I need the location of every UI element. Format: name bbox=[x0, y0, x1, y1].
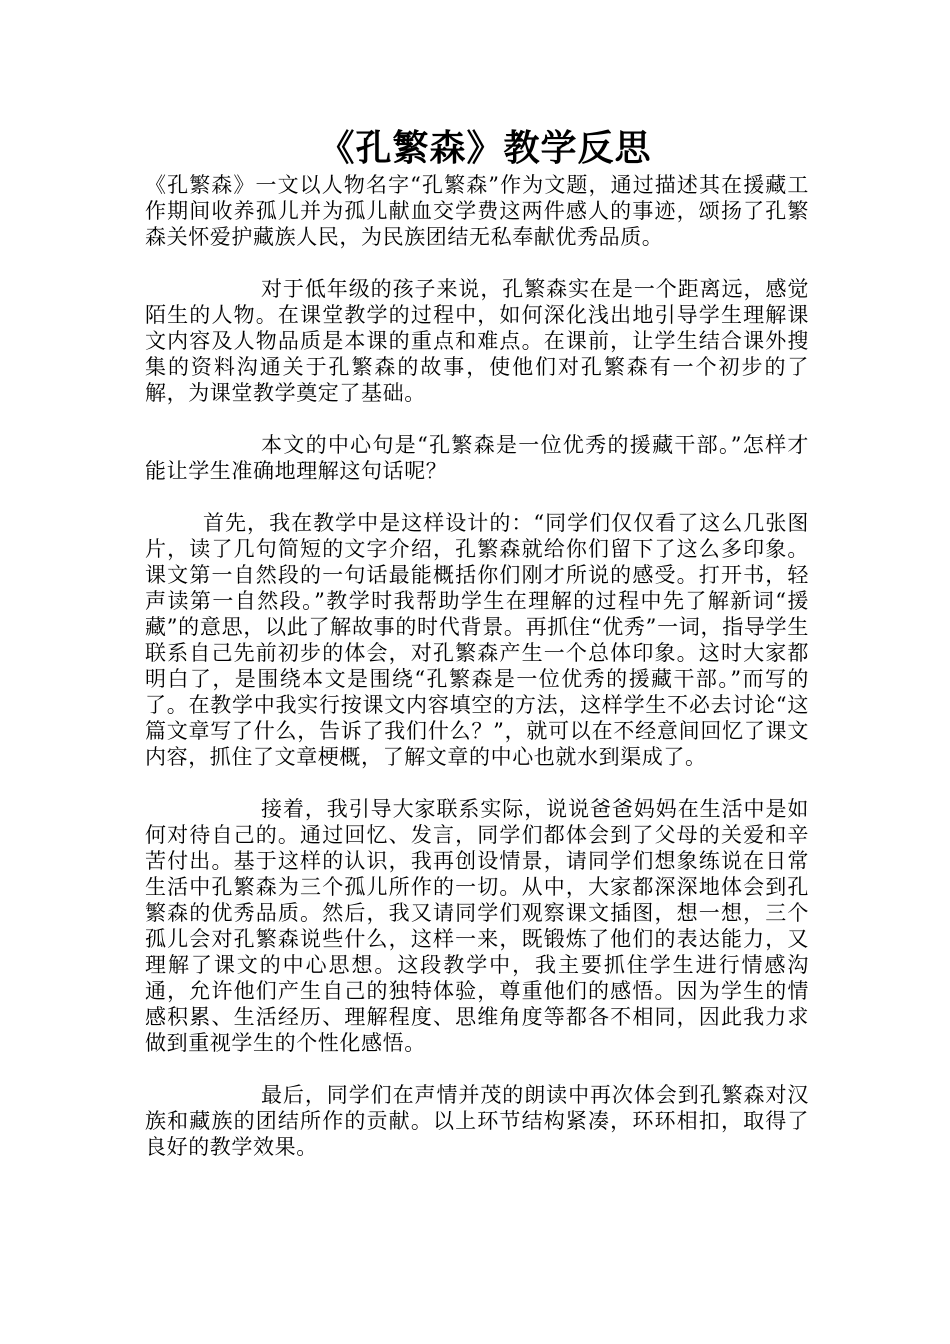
paragraph-second-step: 接着，我引导大家联系实际，说说爸爸妈妈在生活中是如何对待自己的。通过回忆、发言，同学们都体会到了父母的关爱和辛苦付出。基于这样的认识，我再创设情景，请同学们想象练说在日常生活中孔繁森为三个孤儿所作的一切。从中，大家都深深地体会到孔繁森的优秀品质。然后，我又请同学们观察课文插图，想一想，三个孤儿会对孔繁森说些什么，这样一来，既锻炼了他们的表达能力，又理解了课文的中心思想。这段教学中，我主要抓住学生进行情感沟通，允许他们产生自己的独特体验，尊重他们的感悟。因为学生的情感积累、生活经历、理解程度、思维角度等都各不相同，因此我力求做到重视学生的个性化感悟。 bbox=[145, 797, 809, 1055]
paragraph-conclusion: 最后，同学们在声情并茂的朗读中再次体会到孔繁森对汉族和藏族的团结所作的贡献。以上环节结构紧凑，环环相扣，取得了良好的教学效果。 bbox=[145, 1083, 809, 1159]
paragraph-intro: 《孔繁森》一文以人物名字“孔繁森”作为文题，通过描述其在援藏工作期间收养孤儿并为孤儿献血交学费这两件感人的事迹，颂扬了孔繁森关怀爱护藏族人民，为民族团结无私奉献优秀品质。 bbox=[145, 173, 809, 249]
paragraph-central-sentence: 本文的中心句是“孔繁森是一位优秀的援藏干部。”怎样才能让学生准确地理解这句话呢？ bbox=[145, 433, 809, 483]
paragraph-background: 对于低年级的孩子来说，孔繁森实在是一个距离远，感觉陌生的人物。在课堂教学的过程中，如何深化浅出地引导学生理解课文内容及人物品质是本课的重点和难点。在课前，让学生结合课外搜集的资料沟通关于孔繁森的故事，使他们对孔繁森有一个初步的了解，为课堂教学奠定了基础。 bbox=[145, 277, 809, 405]
document-body bbox=[145, 172, 809, 1186]
document-title: 《孔繁森》教学反思 bbox=[318, 128, 652, 169]
paragraph-first-step: 首先，我在教学中是这样设计的：“同学们仅仅看了这么几张图片，读了几句简短的文字介绍，孔繁森就给你们留下了这么多印象。课文第一自然段的一句话最能概括你们刚才所说的感受。打开书，轻声读第一自然段。”教学时我帮助学生在理解的过程中先了解新词“援藏”的意思，以此了解故事的时代背景。再抓住“优秀”一词，指导学生联系自己先前初步的体会，对孔繁森产生一个总体印象。这时大家都明白了，是围绕本文是围绕“孔繁森是一位优秀的援藏干部。”而写的了。在教学中我实行按课文内容填空的方法，这样学生不必去讨论“这篇文章写了什么，告诉了我们什么？”，就可以在不经意间回忆了课文内容，抓住了文章梗概，了解文章的中心也就水到渠成了。 bbox=[145, 511, 809, 769]
